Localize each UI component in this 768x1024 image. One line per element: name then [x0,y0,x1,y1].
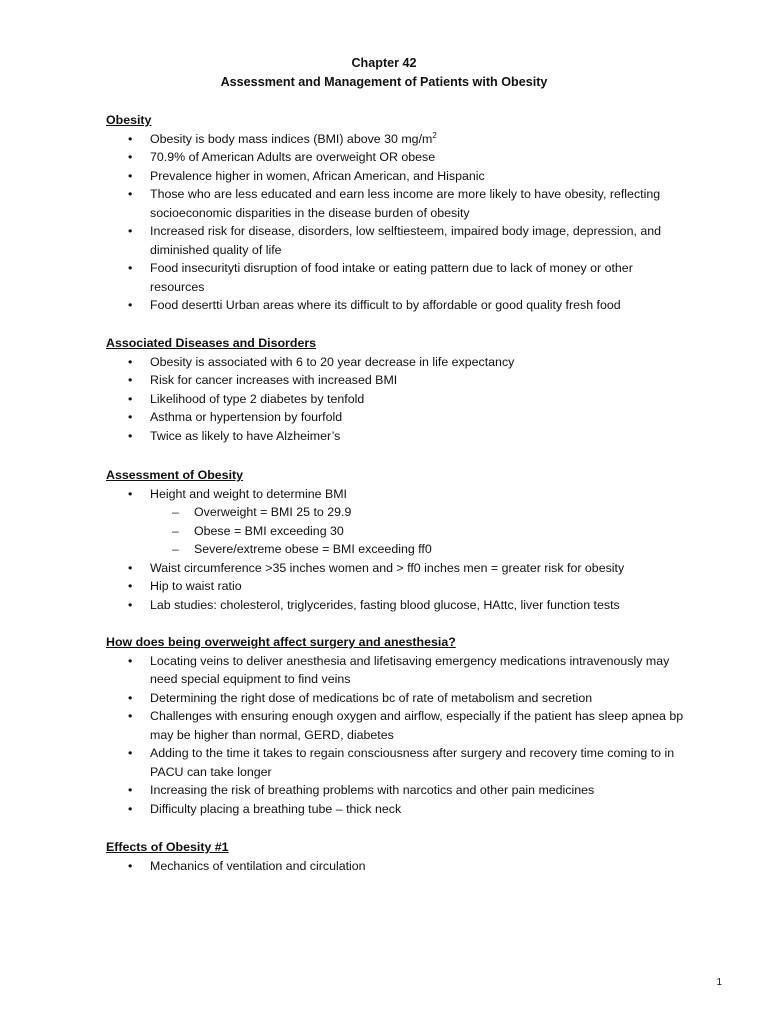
list-item: • Food insecurityti disruption of food intake or eating pattern due to lack of money or other resources [106,259,686,296]
section-heading-assessment: Assessment of Obesity [106,468,244,482]
chapter-subtitle: Assessment and Management of Patients with Obesity [220,75,548,89]
superscript: 2 [432,130,437,140]
list-item [106,130,686,149]
list-item: • Mechanics of ventilation and circulation [106,857,686,876]
list-item: • Increased risk for disease, disorders, low selftiesteem, impaired body image, depression, and diminished quality of life [106,222,686,259]
section-effects [106,838,686,875]
list-item: • Those who are less educated and earn less income are more likely to have obesity, reflecting socioeconomic disparities in the disease burden of obesity [106,185,686,222]
section-heading-associated: Associated Diseases and Disorders [106,336,317,350]
section-assessment [106,466,686,614]
page-number: 1 [716,977,722,988]
chapter-title: Chapter 42 [351,56,417,70]
bullet-list-surgery [106,652,686,819]
bullet-list-associated [106,353,686,446]
bullet-list-assessment [106,485,686,615]
list-item: • Prevalence higher in women, African American, and Hispanic [106,167,686,186]
list-item: • Difficulty placing a breathing tube – thick neck [106,800,686,819]
list-item: • Determining the right dose of medications bc of rate of metabolism and secretion [106,689,686,708]
sub-list-item: – Obese = BMI exceeding 30 [106,522,686,541]
section-obesity [106,111,686,315]
list-item: • Adding to the time it takes to regain consciousness after surgery and recovery time coming to in PACU can take longer [106,744,686,781]
list-item: • Risk for cancer increases with increased BMI [106,371,686,390]
list-item: • Waist circumference >35 inches women and > ff0 inches men = greater risk for obesity [106,559,686,578]
list-item: • Lab studies: cholesterol, triglycerides, fasting blood glucose, HAttc, liver function tests [106,596,686,615]
list-item: • 70.9% of American Adults are overweight OR obese [106,148,686,167]
section-associated-diseases [106,334,686,445]
list-item: • Asthma or hypertension by fourfold [106,408,686,427]
list-item: • Twice as likely to have Alzheimer’s [106,427,686,446]
section-heading-obesity: Obesity [106,113,152,127]
list-item: • Hip to waist ratio [106,577,686,596]
list-item: • Obesity is associated with 6 to 20 year decrease in life expectancy [106,353,686,372]
sub-list-item: – Overweight = BMI 25 to 29.9 [106,503,686,522]
section-surgery-anesthesia [106,633,686,818]
list-item: • Likelihood of type 2 diabetes by tenfold [106,390,686,409]
bullet-text: Obesity is body mass indices (BMI) above 30 mg/m [150,131,433,146]
bullet-list-effects [106,857,686,876]
list-item: • Locating veins to deliver anesthesia and lifetisaving emergency medications intravenously may need special equipment to find veins [106,652,686,689]
section-heading-surgery: How does being overweight affect surgery and anesthesia? [106,635,456,649]
sub-list-item: – Severe/extreme obese = BMI exceeding ff0 [106,540,686,559]
section-heading-effects: Effects of Obesity #1 [106,840,229,854]
list-item: • Height and weight to determine BMI [106,485,686,504]
list-item: • Increasing the risk of breathing problems with narcotics and other pain medicines [106,781,686,800]
bullet-list-obesity [106,130,686,315]
list-item: • Challenges with ensuring enough oxygen and airflow, especially if the patient has sleep apnea bp may be higher than normal, GERD, diabetes [106,707,686,744]
list-item: • Food desertti Urban areas where its difficult to by affordable or good quality fresh food [106,296,686,315]
